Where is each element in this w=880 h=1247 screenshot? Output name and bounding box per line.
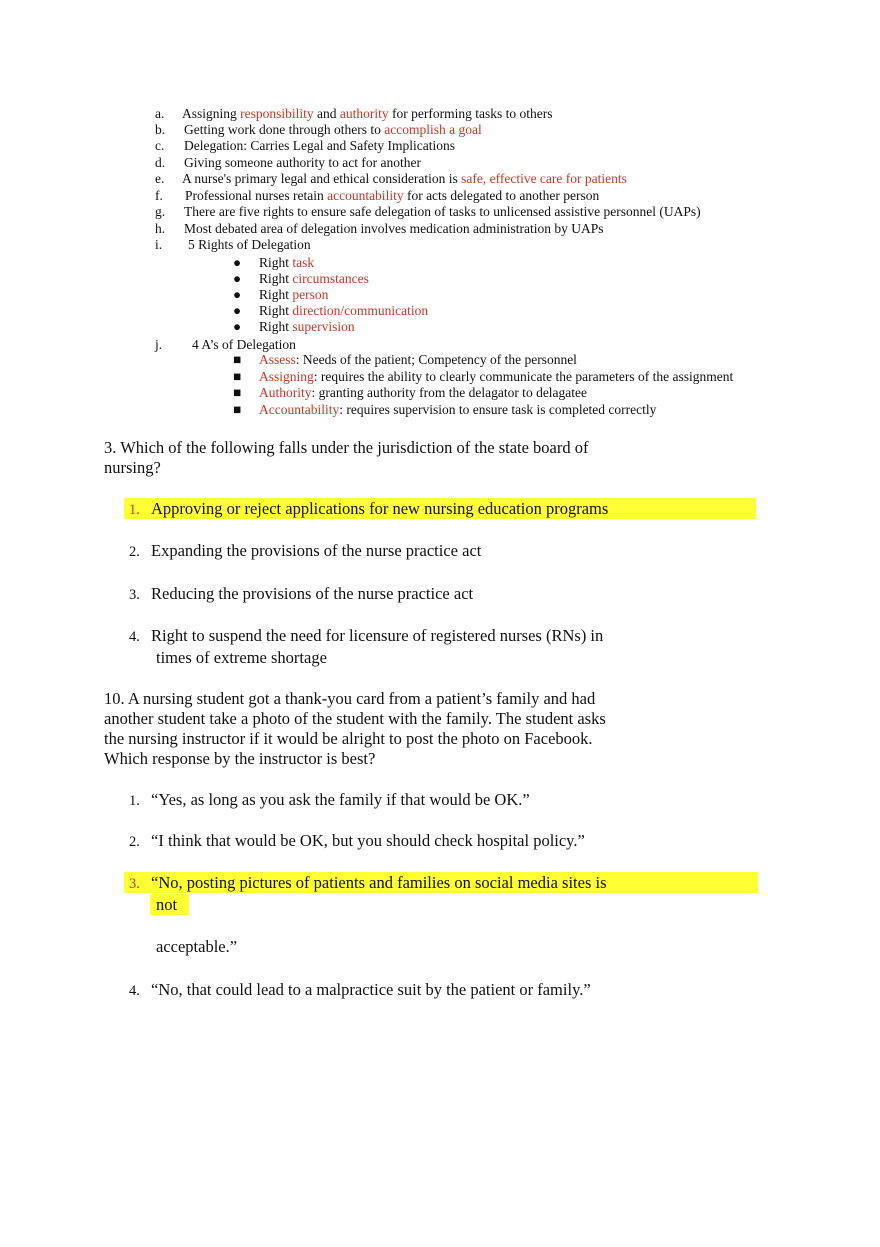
list-item-g: g. There are five rights to ensure safe delegation of tasks to unlicensed assistive personnel (UAPs) [155,204,701,219]
list-item-a: a. Assigning responsibility and authority for performing tasks to others [155,106,553,121]
square-bullet-icon: ■ [233,385,242,400]
list-item-d: d. Giving someone authority to act for another [155,155,421,170]
square-bullet-icon: ■ [233,352,242,367]
bullet-icon: ● [233,319,242,334]
q3-stem-line-1: 3. Which of the following falls under the jurisdiction of the state board of [104,438,589,457]
q3-option-4: 4. Right to suspend the need for licensure of registered nurses (RNs) in times of extreme shortage [129,626,604,667]
rights-item-direction: ● Right direction/communication [233,303,429,318]
list-text: 5 Rights of Delegation [188,237,311,252]
q10-option-4: 4. “No, that could lead to a malpractice suit by the patient or family.” [129,980,591,999]
q3-option-3: 3. Reducing the provisions of the nurse practice act [129,584,474,603]
list-text: Assigning responsibility and authority for performing tasks to others [182,106,553,121]
q10-option-1: 1. “Yes, as long as you ask the family if that would be OK.” [129,790,530,809]
rights-item-supervision: ● Right supervision [233,319,355,334]
q10-stem-line-1: 10. A nursing student got a thank-you card from a patient’s family and had [104,689,596,708]
q10-option-3: 3. “No, posting pictures of patients and families on social media sites is not acceptable.” [129,873,607,956]
bullet-icon: ● [233,303,242,318]
square-bullet-icon: ■ [233,402,242,417]
list-text: A nurse's primary legal and ethical consideration is safe, effective care for patients [182,171,627,186]
list-text: Getting work done through others to accomplish a goal [184,122,482,137]
q3-stem-line-2: nursing? [104,458,161,477]
list-item-e: e. A nurse's primary legal and ethical consideration is safe, effective care for patients [155,171,627,186]
square-bullet-icon: ■ [233,369,242,384]
list-text: Most debated area of delegation involves medication administration by UAPs [184,221,604,236]
list-item-h: h. Most debated area of delegation involves medication administration by UAPs [155,221,604,236]
bullet-icon: ● [233,287,242,302]
as-item-accountability: ■ Accountability: requires supervision to ensure task is completed correctly [233,402,657,417]
q10-option-2: 2. “I think that would be OK, but you should check hospital policy.” [129,831,585,850]
q3-option-2: 2. Expanding the provisions of the nurse practice act [129,541,482,560]
q10-stem-line-3: the nursing instructor if it would be alright to post the photo on Facebook. [104,729,593,748]
list-text: Professional nurses retain accountability for acts delegated to another person [185,188,600,203]
list-item-i: i. 5 Rights of Delegation [155,237,311,252]
bullet-icon: ● [233,255,242,270]
list-text: Delegation: Carries Legal and Safety Implications [184,138,456,153]
as-item-authority: ■ Authority: granting authority from the delagator to delagatee [233,385,588,400]
list-text: Giving someone authority to act for another [184,155,421,170]
bullet-icon: ● [233,271,242,286]
q3-option-1: 1. Approving or reject applications for new nursing education programs [129,499,609,518]
as-item-assigning: ■ Assigning: requires the ability to clearly communicate the parameters of the assignment [233,369,734,384]
as-item-assess: ■ Assess: Needs of the patient; Competency of the personnel [233,352,577,367]
rights-item-person: ● Right person [233,287,329,302]
list-item-b: b. Getting work done through others to accomplish a goal [155,122,482,137]
rights-item-circumstances: ● Right circumstances [233,271,369,286]
q10-stem-line-4: Which response by the instructor is best? [104,749,376,768]
list-item-j: j. 4 A’s of Delegation [155,337,296,352]
rights-item-task: ● Right task [233,255,315,270]
list-item-f: f. Professional nurses retain accountability for acts delegated to another person [155,188,600,203]
list-text: There are five rights to ensure safe delegation of tasks to unlicensed assistive personnel (UAPs) [184,204,701,219]
list-item-c: c. Delegation: Carries Legal and Safety Implications [155,138,456,153]
q10-stem-line-2: another student take a photo of the student with the family. The student asks [104,709,606,728]
